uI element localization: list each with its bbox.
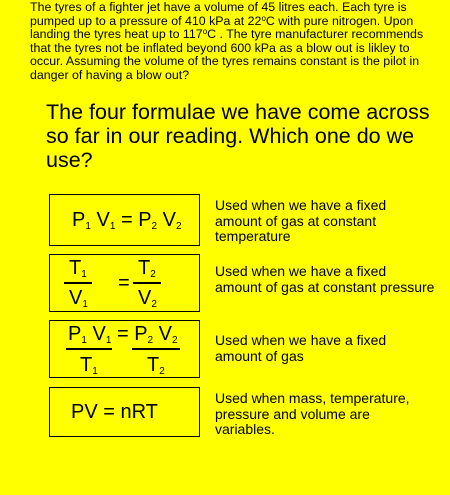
formula-boyle: $P_1$ $V_1 = P_2$ $V_2$ <box>72 209 182 232</box>
formula-box-boyle <box>49 194 200 246</box>
degree-symbol: o <box>261 13 266 23</box>
heading: The four formulae we have come across so far in our reading. Which one do we use? <box>46 100 430 172</box>
formula-ideal: PV = nRT <box>71 401 158 423</box>
charles-v2: $V_2$ <box>138 287 157 310</box>
problem-text: The tyres of a fighter jet have a volume of 45 litres each. Each tyre is pumped up to a pressure of 410 kPa at 22$^o$C with pure nitrogen. Upon landing the tyres heat up to 117$^o$C . The tyre manufacturer recommends that the tyres not be inflated beyond 600 kPa as a blow out is likley to occur. Assuming the volume of the tyres remains constant is the pilot in danger of having a blow out? <box>30 0 424 82</box>
description-boyle: Used when we have a fixed amount of gas at constant temperature <box>215 197 387 244</box>
formula-box-charles <box>49 254 200 312</box>
description-ideal: Used when mass, temperature, pressure and volume are variables. <box>215 390 410 437</box>
degree-symbol: o <box>202 27 208 37</box>
charles-equals: = <box>118 272 130 294</box>
combined-numerator: $P_1$ $V_1 = P_2$ $V_2$ <box>68 323 178 346</box>
description-charles: Used when we have a fixed amount of gas at constant pressure <box>215 263 435 295</box>
fraction-bar <box>133 282 161 284</box>
charles-t1: $T_1$ <box>69 257 87 280</box>
fraction-bar <box>64 282 92 284</box>
combined-t2: $T_2$ <box>147 354 165 377</box>
charles-t2: $T_2$ <box>138 257 156 280</box>
fraction-bar <box>132 348 180 350</box>
charles-v1: $V_1$ <box>69 287 88 310</box>
formula-box-ideal <box>49 387 200 437</box>
combined-t1: $T_1$ <box>80 354 98 377</box>
fraction-bar <box>66 348 112 350</box>
formula-box-combined <box>49 320 200 378</box>
description-combined: Used when we have a fixed amount of gas <box>215 332 387 364</box>
